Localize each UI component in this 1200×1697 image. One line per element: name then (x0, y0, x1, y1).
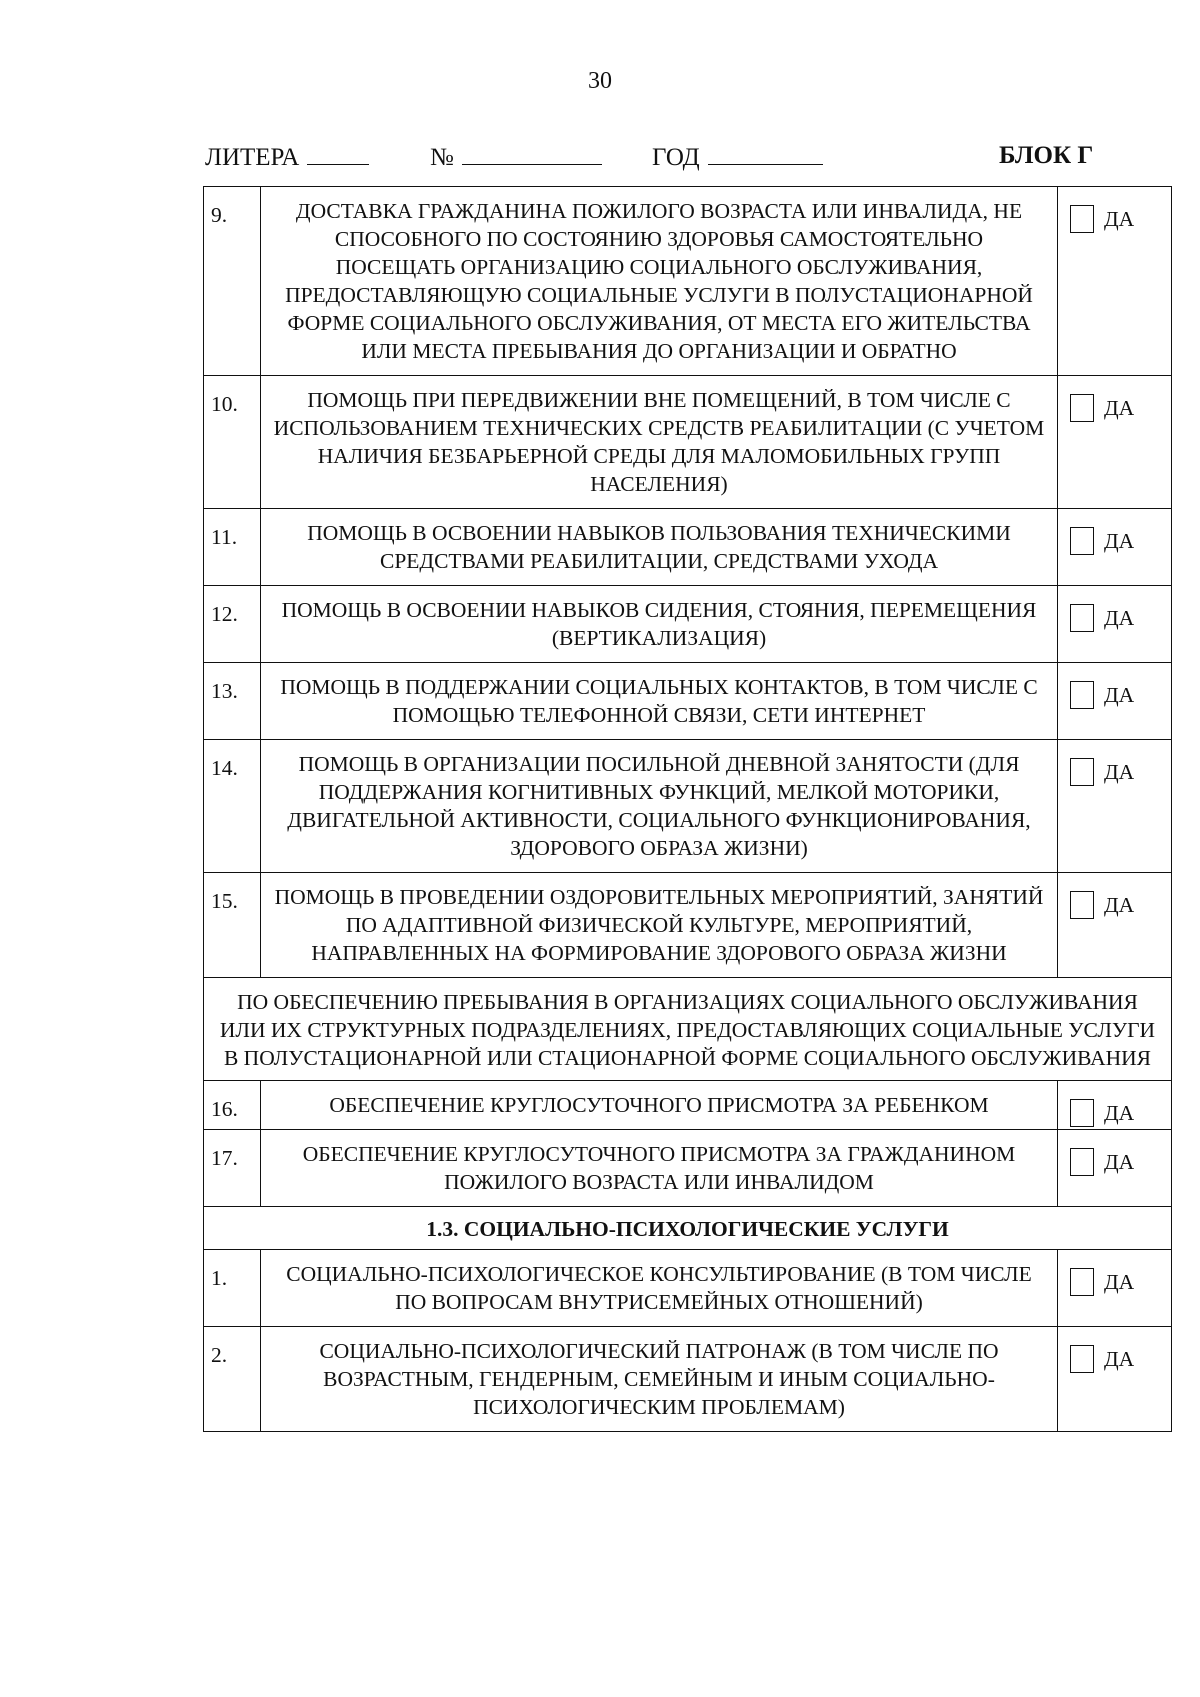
block-label: БЛОК Г (999, 142, 1094, 169)
subsection-heading: ПО ОБЕСПЕЧЕНИЮ ПРЕБЫВАНИЯ В ОРГАНИЗАЦИЯХ СОЦИАЛЬНОГО ОБСЛУЖИВАНИЯ ИЛИ ИХ СТРУКТУРНЫХ ПОДРАЗДЕЛЕНИЯХ, ПРЕДОСТАВЛЯЮЩИХ СОЦИАЛЬНЫЕ УСЛУГИ В ПОЛУСТАЦИОНАРНОЙ ИЛИ СТАЦИОНАРНОЙ ФОРМЕ СОЦИАЛЬНОГО ОБСЛУЖИВАНИЯ (204, 978, 1172, 1081)
service-description: ПОМОЩЬ В ПОДДЕРЖАНИИ СОЦИАЛЬНЫХ КОНТАКТОВ, В ТОМ ЧИСЛЕ С ПОМОЩЬЮ ТЕЛЕФОННОЙ СВЯЗИ, СЕТИ ИНТЕРНЕТ (261, 663, 1058, 740)
service-description: ПОМОЩЬ ПРИ ПЕРЕДВИЖЕНИИ ВНЕ ПОМЕЩЕНИЙ, В ТОМ ЧИСЛЕ С ИСПОЛЬЗОВАНИЕМ ТЕХНИЧЕСКИХ СРЕДСТВ РЕАБИЛИТАЦИИ (С УЧЕТОМ НАЛИЧИЯ БЕЗБАРЬЕРНОЙ СРЕДЫ ДЛЯ МАЛОМОБИЛЬНЫХ ГРУПП НАСЕЛЕНИЯ) (261, 376, 1058, 509)
service-checkbox-cell (1058, 1250, 1172, 1327)
service-description: ОБЕСПЕЧЕНИЕ КРУГЛОСУТОЧНОГО ПРИСМОТРА ЗА ГРАЖДАНИНОМ ПОЖИЛОГО ВОЗРАСТА ИЛИ ИНВАЛИДОМ (261, 1130, 1058, 1207)
service-number: 12. (204, 586, 261, 663)
subsection-heading-group (204, 978, 1172, 1081)
year-label: ГОД (652, 144, 700, 171)
yes-label: ДА (1104, 893, 1135, 918)
service-number: 17. (204, 1130, 261, 1207)
service-row (204, 376, 1172, 509)
service-description: ПОМОЩЬ В ОСВОЕНИИ НАВЫКОВ СИДЕНИЯ, СТОЯНИЯ, ПЕРЕМЕЩЕНИЯ (ВЕРТИКАЛИЗАЦИЯ) (261, 586, 1058, 663)
service-row (204, 663, 1172, 740)
service-row (204, 1250, 1172, 1327)
yes-label: ДА (1104, 207, 1135, 232)
yes-label: ДА (1104, 1150, 1135, 1175)
year-input-line[interactable] (708, 142, 823, 165)
service-number: 15. (204, 873, 261, 978)
service-checkbox-cell (1058, 663, 1172, 740)
year-field (652, 142, 823, 172)
yes-label: ДА (1104, 606, 1135, 631)
service-number: 13. (204, 663, 261, 740)
service-description: СОЦИАЛЬНО-ПСИХОЛОГИЧЕСКИЙ ПАТРОНАЖ (В ТОМ ЧИСЛЕ ПО ВОЗРАСТНЫМ, ГЕНДЕРНЫМ, СЕМЕЙНЫМ И ИНЫМ СОЦИАЛЬНО-ПСИХОЛОГИЧЕСКИМ ПРОБЛЕМАМ) (261, 1327, 1058, 1432)
service-number: 10. (204, 376, 261, 509)
number-label: № (430, 144, 454, 171)
service-description: ПОМОЩЬ В ОСВОЕНИИ НАВЫКОВ ПОЛЬЗОВАНИЯ ТЕХНИЧЕСКИМИ СРЕДСТВАМИ РЕАБИЛИТАЦИИ, СРЕДСТВАМИ УХОДА (261, 509, 1058, 586)
yes-checkbox[interactable] (1070, 1148, 1094, 1176)
service-number: 2. (204, 1327, 261, 1432)
service-row (204, 873, 1172, 978)
section-title: 1.3. СОЦИАЛЬНО-ПСИХОЛОГИЧЕСКИЕ УСЛУГИ (204, 1207, 1172, 1250)
service-row (204, 1130, 1172, 1207)
number-input-line[interactable] (462, 142, 602, 165)
service-checkbox-cell (1058, 740, 1172, 873)
service-number: 9. (204, 187, 261, 376)
yes-label: ДА (1104, 760, 1135, 785)
yes-label: ДА (1104, 529, 1135, 554)
litera-field (205, 142, 369, 172)
section-title-row (204, 1207, 1172, 1250)
service-description: СОЦИАЛЬНО-ПСИХОЛОГИЧЕСКОЕ КОНСУЛЬТИРОВАНИЕ (В ТОМ ЧИСЛЕ ПО ВОПРОСАМ ВНУТРИСЕМЕЙНЫХ ОТНОШЕНИЙ) (261, 1250, 1058, 1327)
services-group-3 (204, 1250, 1172, 1432)
service-checkbox-cell (1058, 376, 1172, 509)
yes-label: ДА (1104, 1101, 1135, 1126)
service-checkbox-cell (1058, 586, 1172, 663)
service-row (204, 1327, 1172, 1432)
service-number: 11. (204, 509, 261, 586)
yes-checkbox[interactable] (1070, 758, 1094, 786)
service-description: ОБЕСПЕЧЕНИЕ КРУГЛОСУТОЧНОГО ПРИСМОТРА ЗА РЕБЕНКОМ (261, 1081, 1058, 1130)
services-group-1 (204, 187, 1172, 978)
yes-checkbox[interactable] (1070, 681, 1094, 709)
yes-label: ДА (1104, 1270, 1135, 1295)
yes-checkbox[interactable] (1070, 205, 1094, 233)
form-header (205, 142, 1110, 178)
service-number: 14. (204, 740, 261, 873)
section-title-group (204, 1207, 1172, 1250)
yes-checkbox[interactable] (1070, 604, 1094, 632)
services-table (203, 186, 1172, 1432)
service-description: ПОМОЩЬ В ПРОВЕДЕНИИ ОЗДОРОВИТЕЛЬНЫХ МЕРОПРИЯТИЙ, ЗАНЯТИЙ ПО АДАПТИВНОЙ ФИЗИЧЕСКОЙ КУЛЬТУРЕ, МЕРОПРИЯТИЙ, НАПРАВЛЕННЫХ НА ФОРМИРОВАНИЕ ЗДОРОВОГО ОБРАЗА ЖИЗНИ (261, 873, 1058, 978)
page-number: 30 (588, 68, 612, 94)
subsection-heading-row (204, 978, 1172, 1081)
service-checkbox-cell (1058, 1327, 1172, 1432)
service-description: ПОМОЩЬ В ОРГАНИЗАЦИИ ПОСИЛЬНОЙ ДНЕВНОЙ ЗАНЯТОСТИ (ДЛЯ ПОДДЕРЖАНИЯ КОГНИТИВНЫХ ФУНКЦИЙ, МЕЛКОЙ МОТОРИКИ, ДВИГАТЕЛЬНОЙ АКТИВНОСТИ, СОЦИАЛЬНОГО ФУНКЦИОНИРОВАНИЯ, ЗДОРОВОГО ОБРАЗА ЖИЗНИ) (261, 740, 1058, 873)
yes-label: ДА (1104, 396, 1135, 421)
service-checkbox-cell (1058, 1081, 1172, 1130)
services-group-2 (204, 1081, 1172, 1207)
service-row (204, 509, 1172, 586)
service-row (204, 187, 1172, 376)
service-description: ДОСТАВКА ГРАЖДАНИНА ПОЖИЛОГО ВОЗРАСТА ИЛИ ИНВАЛИДА, НЕ СПОСОБНОГО ПО СОСТОЯНИЮ ЗДОРОВЬЯ САМОСТОЯТЕЛЬНО ПОСЕЩАТЬ ОРГАНИЗАЦИЮ СОЦИАЛЬНОГО ОБСЛУЖИВАНИЯ, ПРЕДОСТАВЛЯЮЩУЮ СОЦИАЛЬНЫЕ УСЛУГИ В ПОЛУСТАЦИОНАРНОЙ ФОРМЕ СОЦИАЛЬНОГО ОБСЛУЖИВАНИЯ, ОТ МЕСТА ЕГО ЖИТЕЛЬСТВА ИЛИ МЕСТА ПРЕБЫВАНИЯ ДО ОРГАНИЗАЦИИ И ОБРАТНО (261, 187, 1058, 376)
yes-checkbox[interactable] (1070, 891, 1094, 919)
yes-checkbox[interactable] (1070, 1268, 1094, 1296)
yes-label: ДА (1104, 1347, 1135, 1372)
litera-label: ЛИТЕРА (205, 144, 300, 171)
service-row (204, 740, 1172, 873)
yes-label: ДА (1104, 683, 1135, 708)
service-checkbox-cell (1058, 509, 1172, 586)
service-checkbox-cell (1058, 1130, 1172, 1207)
service-row (204, 586, 1172, 663)
service-checkbox-cell (1058, 187, 1172, 376)
service-number: 16. (204, 1081, 261, 1130)
yes-checkbox[interactable] (1070, 1099, 1094, 1127)
yes-checkbox[interactable] (1070, 1345, 1094, 1373)
litera-input-line[interactable] (307, 142, 369, 165)
yes-checkbox[interactable] (1070, 394, 1094, 422)
yes-checkbox[interactable] (1070, 527, 1094, 555)
service-number: 1. (204, 1250, 261, 1327)
service-checkbox-cell (1058, 873, 1172, 978)
number-field (430, 142, 602, 172)
service-row (204, 1081, 1172, 1130)
